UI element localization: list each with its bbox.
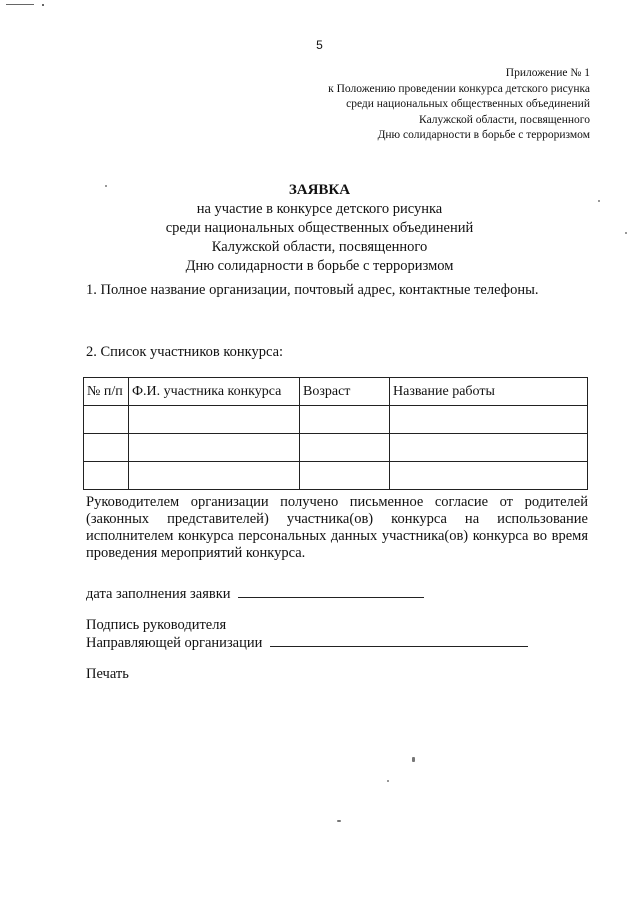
application-subtitle-line: Дню солидарности в борьбе с терроризмом [185, 258, 454, 274]
table-cell [129, 462, 300, 490]
scan-speck [337, 820, 341, 822]
consent-line: проведения мероприятий конкурса. [86, 545, 306, 561]
table-cell [84, 434, 129, 462]
table-cell [390, 462, 588, 490]
table-row [84, 462, 588, 490]
signature-label-line1: Подпись руководителя [86, 617, 227, 633]
table-cell [129, 434, 300, 462]
table-cell [390, 406, 588, 434]
table-row [84, 406, 588, 434]
table-cell [84, 406, 129, 434]
table-cell [84, 462, 129, 490]
table-cell [300, 434, 390, 462]
application-subtitle-line: среди национальных общественных объединений [165, 220, 474, 236]
signature-row [86, 634, 528, 652]
appendix-line: Приложение № 1 [505, 67, 590, 79]
signature-line [270, 634, 528, 647]
table-cell [129, 406, 300, 434]
application-subtitle-line: Калужской области, посвященного [211, 239, 428, 255]
table-cell [390, 434, 588, 462]
scan-speck [412, 757, 415, 762]
appendix-line: к Положению проведении конкурса детского рисунка [328, 82, 590, 95]
scan-mark-top-left [6, 4, 34, 5]
fill-date-label: дата заполнения заявки [86, 586, 231, 602]
appendix-line: Дню солидарности в борьбе с терроризмом [377, 129, 590, 141]
item-organization-info: 1. Полное название организации, почтовый адрес, контактные телефоны. [86, 282, 539, 298]
column-header-name: Ф.И. участника конкурса [129, 378, 300, 406]
table-cell [300, 406, 390, 434]
consent-line: Руководителем организации получено письменное согласие от родителей [86, 494, 588, 510]
fill-date-row [86, 585, 424, 603]
column-header-age: Возраст [300, 378, 390, 406]
application-subtitle-line: на участие в конкурсе детского рисунка [196, 201, 443, 217]
consent-line: исполнителем конкурса персональных данных участника(ов) конкурса во время [86, 528, 588, 544]
stamp-label: Печать [86, 666, 129, 682]
item-participants-list: 2. Список участников конкурса: [86, 344, 284, 360]
participants-table [83, 377, 588, 490]
consent-line: (законных представителей) участника(ов) конкурса на использование [86, 511, 588, 527]
appendix-line: Калужской области, посвященного [419, 113, 590, 126]
page-number: 5 [316, 38, 323, 52]
signature-label-line2: Направляющей организации [86, 635, 263, 651]
application-title: ЗАЯВКА [288, 182, 351, 198]
column-header-work-title: Название работы [390, 378, 588, 406]
consent-paragraph [86, 494, 588, 562]
column-header-number: № п/п [84, 378, 129, 406]
table-header-row [84, 378, 588, 406]
scan-mark-top-center [42, 4, 44, 6]
table-cell [300, 462, 390, 490]
table-row [84, 434, 588, 462]
fill-date-line [238, 585, 424, 598]
scan-speck [387, 780, 389, 782]
appendix-header [260, 66, 590, 144]
appendix-line: среди национальных общественных объединений [346, 98, 590, 110]
application-title-block [0, 181, 639, 276]
